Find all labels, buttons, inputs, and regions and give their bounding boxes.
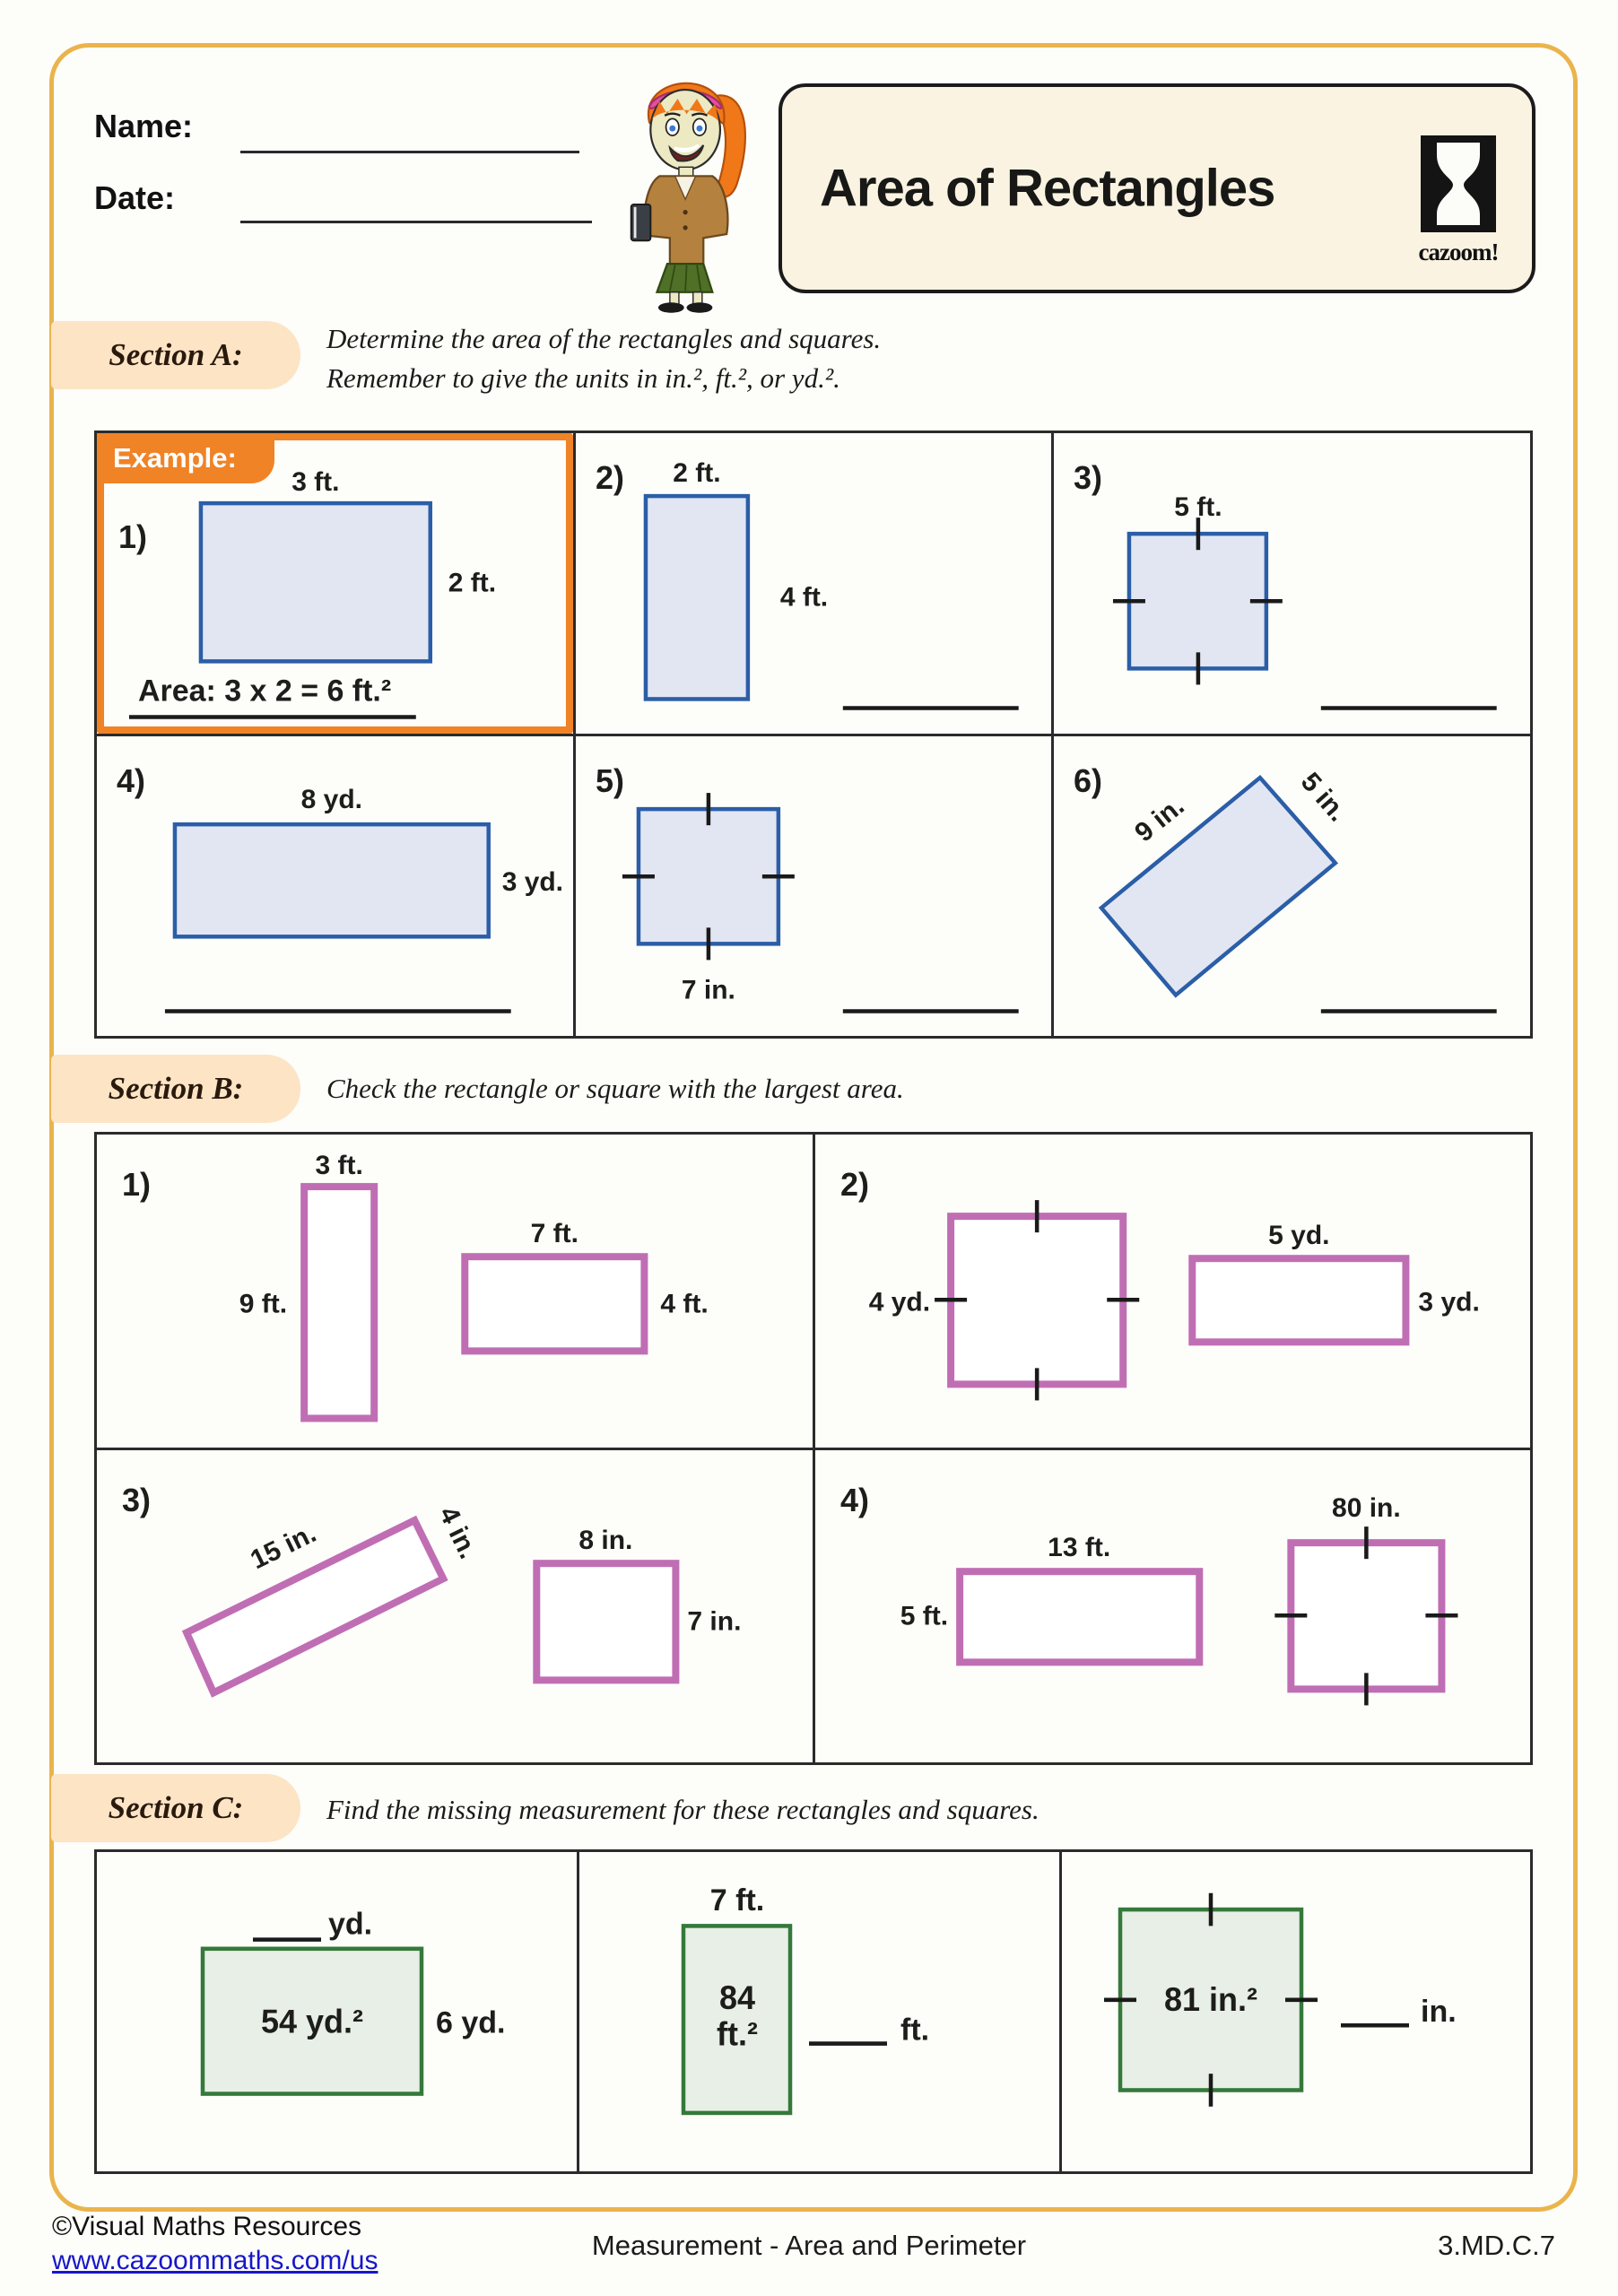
mascot-illustration	[585, 54, 791, 314]
item-number: 3)	[122, 1481, 152, 1518]
right-dimension: 6 yd.	[436, 2005, 506, 2040]
section-c-instruction: Find the missing measurement for these rectangles and squares.	[326, 1794, 1040, 1825]
left-dimension: 4 yd.	[868, 1287, 930, 1318]
name-label: Name:	[94, 108, 194, 144]
long-side-dimension: 15 in.	[246, 1518, 321, 1575]
section-a-item-2	[576, 433, 1052, 734]
section-b-item-3	[97, 1450, 813, 1763]
section-a-item-4	[97, 736, 573, 1037]
section-b-item-2	[815, 1135, 1531, 1448]
section-a-item-1-example	[97, 433, 573, 734]
mascot-pupil-right	[696, 126, 702, 132]
section-c-item-1	[97, 1852, 577, 2171]
rectangle-shape	[536, 1563, 675, 1680]
section-a-pill	[51, 321, 300, 389]
section-c-label: Section C:	[108, 1790, 244, 1825]
mascot-pupil-left	[669, 126, 675, 132]
blank-unit: yd.	[328, 1907, 373, 1942]
item-number: 1)	[117, 518, 147, 556]
left-dimension: 9 ft.	[239, 1289, 288, 1319]
square-shape	[639, 809, 779, 944]
right-dimension: 3 yd.	[501, 866, 564, 897]
section-a-instruction	[326, 319, 881, 398]
example-answer: Area: 3 x 2 = 6 ft.²	[137, 674, 392, 709]
rectangle-shape	[960, 1571, 1199, 1662]
short-side-dimension: 4 in.	[432, 1501, 483, 1563]
section-a-item-5	[576, 736, 1052, 1037]
rectangle-shape	[175, 824, 489, 936]
top-dimension: 3 ft.	[315, 1151, 363, 1181]
top-dimension: 3 ft.	[291, 467, 340, 498]
top-dimension: 2 ft.	[672, 458, 721, 489]
footer-url-link[interactable]: www.cazoommaths.com/us	[52, 2246, 378, 2275]
section-b-label: Section B:	[108, 1071, 244, 1106]
area-value: 54 yd.²	[260, 2003, 364, 2040]
section-a-grid	[94, 430, 1533, 1039]
section-a-label: Section A:	[109, 337, 243, 372]
right-dimension: 2 ft.	[448, 568, 497, 598]
top-dimension: 5 ft.	[1174, 492, 1222, 523]
mascot-shoe	[658, 302, 684, 313]
section-c-grid	[94, 1849, 1533, 2174]
title-box	[779, 83, 1535, 293]
right-dimension: 4 ft.	[660, 1289, 709, 1319]
right-dimension: 7 in.	[687, 1605, 742, 1636]
blank-unit: ft.	[900, 2013, 930, 2048]
section-b-item-1	[97, 1135, 813, 1448]
item-number: 6)	[1074, 761, 1103, 799]
blank-unit: in.	[1421, 1994, 1457, 2030]
right-dimension: 4 ft.	[779, 582, 828, 613]
section-a-item-3	[1054, 433, 1530, 734]
footer-standard-code: 3.MD.C.7	[1438, 2230, 1555, 2261]
rectangle-shape	[646, 496, 748, 699]
item-number: 5)	[595, 761, 624, 799]
mascot-skirt	[657, 264, 713, 292]
area-value: 81 in.²	[1164, 1980, 1257, 2019]
rectangle-shape	[201, 503, 431, 661]
area-value-line1: 84	[718, 1979, 756, 2017]
section-a-instruction-line1: Determine the area of the rectangles and squares.	[326, 323, 882, 354]
name-blank-line	[240, 151, 579, 153]
mascot-shoe	[687, 302, 713, 313]
square-shape	[1291, 1543, 1441, 1689]
section-c-item-2	[579, 1852, 1059, 2171]
date-label: Date:	[94, 179, 176, 216]
square-shape	[951, 1216, 1123, 1384]
mascot-button	[683, 210, 688, 214]
section-c-item-3	[1062, 1852, 1530, 2171]
square-shape	[1129, 534, 1266, 668]
area-value-line2: ft.²	[717, 2015, 758, 2053]
section-b-pill	[51, 1055, 300, 1123]
top-dimension: 80 in.	[1331, 1492, 1401, 1523]
date-blank-line	[240, 221, 592, 223]
footer-credit: ©Visual Maths Resources	[52, 2212, 362, 2241]
rotated-rectangle-shape	[1101, 778, 1335, 995]
top-dimension: 7 ft.	[709, 1883, 765, 1918]
item-number: 4)	[116, 761, 145, 799]
example-tab: Example:	[97, 433, 274, 483]
item-number: 1)	[122, 1166, 152, 1204]
bottom-dimension: 7 in.	[681, 974, 735, 1004]
footer-topic: Measurement - Area and Perimeter	[591, 2230, 1027, 2261]
section-c-pill	[51, 1774, 300, 1842]
rectangle-shape	[1192, 1258, 1405, 1342]
item-number: 2)	[839, 1166, 869, 1204]
section-a-instruction-line2: Remember to give the units in in.², ft.², or yd.².	[326, 362, 840, 394]
top-dimension: 7 ft.	[530, 1219, 578, 1249]
left-dimension: 5 ft.	[900, 1600, 948, 1631]
page-title: Area of Rectangles	[820, 159, 1275, 218]
top-dimension: 8 in.	[578, 1525, 633, 1555]
section-b-grid	[94, 1132, 1533, 1765]
section-a-item-6	[1054, 736, 1530, 1037]
section-b-instruction: Check the rectangle or square with the largest area.	[326, 1073, 904, 1104]
top-dimension: 8 yd.	[300, 784, 362, 814]
item-number: 3)	[1074, 459, 1103, 497]
cazoom-logo-icon	[1421, 135, 1496, 232]
item-number: 2)	[595, 459, 624, 497]
top-dimension: 13 ft.	[1047, 1532, 1110, 1562]
logo-wordmark: cazoom!	[1418, 239, 1499, 265]
mascot-button	[683, 225, 688, 230]
wide-rectangle-shape	[465, 1257, 644, 1351]
long-side-dimension: 9 in.	[1129, 790, 1190, 848]
tall-rectangle-shape	[304, 1187, 374, 1418]
section-b-item-4	[815, 1450, 1531, 1763]
top-dimension: 5 yd.	[1267, 1221, 1330, 1251]
right-dimension: 3 yd.	[1417, 1287, 1480, 1318]
short-side-dimension: 5 in.	[1295, 766, 1353, 827]
cazoom-logo	[1415, 135, 1501, 266]
item-number: 4)	[839, 1481, 869, 1518]
